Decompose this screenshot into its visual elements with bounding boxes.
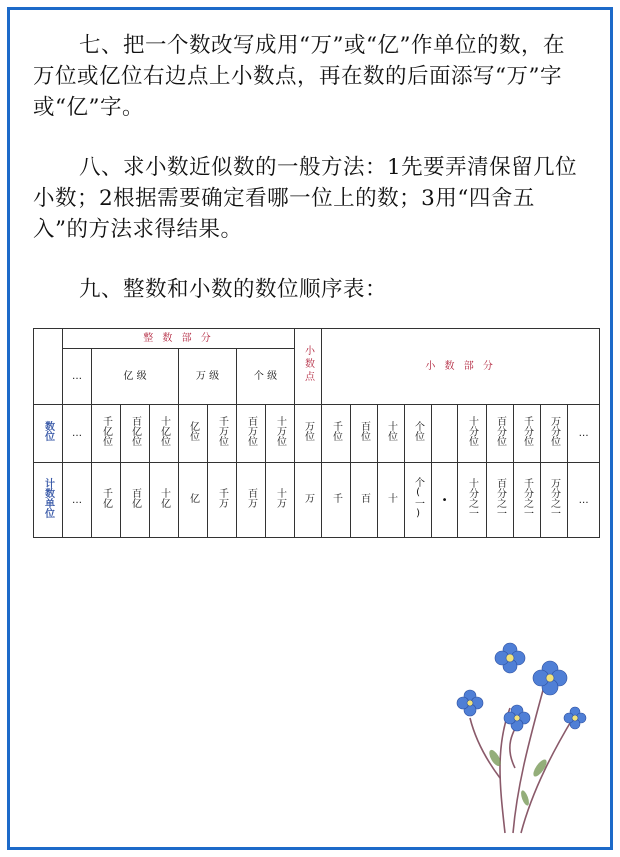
place-cell: … xyxy=(63,405,92,463)
unit-cell xyxy=(405,463,432,538)
unit-cell: … xyxy=(63,463,92,538)
place-cell-text: 千亿位 xyxy=(100,416,112,446)
unit-cell-text: 个(一) xyxy=(412,476,424,519)
unit-cell-text: 千 xyxy=(330,492,342,503)
place-cell xyxy=(541,405,568,463)
place-cell-text: 百分位 xyxy=(494,416,506,446)
place-cell-text: 万分位 xyxy=(548,416,560,446)
unit-cell xyxy=(351,463,378,538)
paragraph-seven-text: 七、把一个数改写成用“万”或“亿”作单位的数，在万位或亿位右边点上小数点，再在数的后面添写“万”字或“亿”字。 xyxy=(33,33,565,120)
unit-cell-text: 万 xyxy=(302,492,314,503)
place-cell-text: 十万位 xyxy=(274,416,286,446)
int-part-header: 整 数 部 分 xyxy=(63,329,295,349)
place-cell xyxy=(458,405,487,463)
unit-cell: • xyxy=(432,463,458,538)
place-cell-text: 千万位 xyxy=(216,416,228,446)
place-row-header-text: 数位 xyxy=(42,421,54,441)
unit-cell-text: 百亿 xyxy=(129,487,141,508)
unit-cell xyxy=(208,463,237,538)
unit-cell-text: 百 xyxy=(358,492,370,503)
unit-cell-text: 百万 xyxy=(245,487,257,508)
level-wan: 万 级 xyxy=(179,349,237,405)
unit-cell-text: 十万 xyxy=(274,487,286,508)
unit-cell-text: 十分之一 xyxy=(466,477,478,518)
place-cell xyxy=(514,405,541,463)
unit-cell xyxy=(92,463,121,538)
decimal-point-header xyxy=(295,329,322,405)
paragraph-nine-text: 九、整数和小数的数位顺序表： xyxy=(79,277,388,302)
unit-cell xyxy=(322,463,351,538)
corner-cell xyxy=(34,329,63,405)
unit-cell-text: 十 xyxy=(385,492,397,503)
unit-cell xyxy=(541,463,568,538)
paragraph-eight-text: 八、求小数近似数的一般方法：1先要弄清保留几位小数；2根据需要确定看哪一位上的数；3用“四舍五入”的方法求得结果。 xyxy=(33,155,578,242)
place-cell-text: 千分位 xyxy=(521,416,533,446)
place-cell-text: 百位 xyxy=(358,421,370,441)
place-cell-text: 十位 xyxy=(385,421,397,441)
place-cell xyxy=(322,405,351,463)
unit-cell xyxy=(514,463,541,538)
unit-cell-text: 亿 xyxy=(187,492,199,503)
place-cell-text: 千位 xyxy=(330,421,342,441)
unit-row-header xyxy=(34,463,63,538)
unit-row-header-text: 计数单位 xyxy=(42,477,54,518)
place-cell-text: 十分位 xyxy=(466,416,478,446)
place-cell xyxy=(150,405,179,463)
dec-part-header: 小 数 部 分 xyxy=(322,329,600,405)
decimal-point-label: 小数点 xyxy=(302,344,314,384)
place-cell xyxy=(487,405,514,463)
place-row-header xyxy=(34,405,63,463)
paragraph-seven xyxy=(33,30,585,123)
place-value-table xyxy=(33,328,588,537)
unit-row xyxy=(34,463,600,538)
place-cell xyxy=(432,405,458,463)
place-cell xyxy=(121,405,150,463)
paragraph-nine xyxy=(33,274,585,305)
place-cell-text: 个位 xyxy=(412,421,424,441)
place-cell xyxy=(208,405,237,463)
paragraph-eight xyxy=(33,152,585,245)
unit-cell-text: 百分之一 xyxy=(494,477,506,518)
unit-cell xyxy=(458,463,487,538)
unit-cell-text: 万分之一 xyxy=(548,477,560,518)
unit-cell xyxy=(179,463,208,538)
level-ellipsis: … xyxy=(63,349,92,405)
unit-cell xyxy=(121,463,150,538)
place-cell xyxy=(351,405,378,463)
unit-cell xyxy=(237,463,266,538)
place-cell xyxy=(405,405,432,463)
flower-icon xyxy=(455,638,590,838)
unit-cell xyxy=(295,463,322,538)
place-cell-text: 万位 xyxy=(302,421,314,441)
unit-cell-text: 千万 xyxy=(216,487,228,508)
place-cell-text: 十亿位 xyxy=(158,416,170,446)
unit-cell xyxy=(487,463,514,538)
place-cell-text: 亿位 xyxy=(187,421,199,441)
level-yi: 亿 级 xyxy=(92,349,179,405)
unit-cell xyxy=(378,463,405,538)
place-cell xyxy=(237,405,266,463)
unit-cell-text: 千亿 xyxy=(100,487,112,508)
place-row xyxy=(34,405,600,463)
unit-cell-text: 千分之一 xyxy=(521,477,533,518)
place-cell: … xyxy=(568,405,600,463)
place-cell-text: 百亿位 xyxy=(129,416,141,446)
place-cell xyxy=(295,405,322,463)
unit-cell xyxy=(150,463,179,538)
place-cell xyxy=(266,405,295,463)
unit-cell xyxy=(266,463,295,538)
unit-cell-text: 十亿 xyxy=(158,487,170,508)
unit-cell: … xyxy=(568,463,600,538)
level-ge: 个 级 xyxy=(237,349,295,405)
place-cell xyxy=(92,405,121,463)
place-cell xyxy=(378,405,405,463)
place-cell xyxy=(179,405,208,463)
place-cell-text: 百万位 xyxy=(245,416,257,446)
